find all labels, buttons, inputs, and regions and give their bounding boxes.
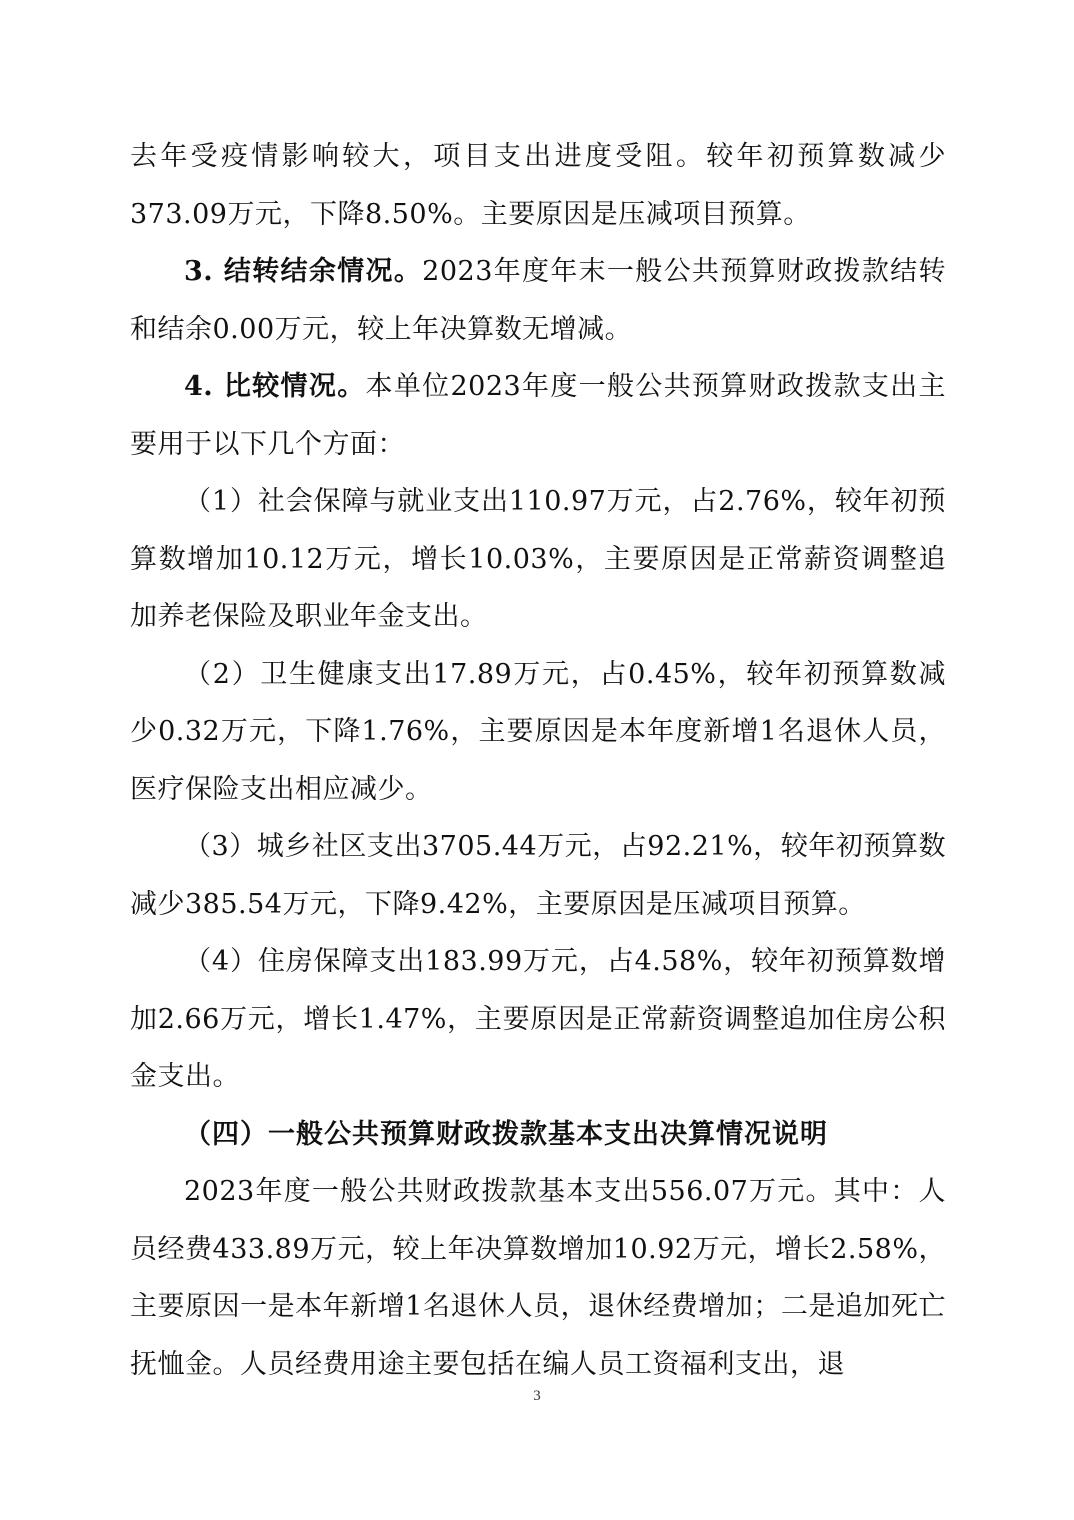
paragraph-basic-expenditure: 2023年度一般公共财政拨款基本支出556.07万元。其中：人员经费433.89万元，较上年决算数增加10.92万元，增长2.58%，主要原因一是本年新增1名退休人员，退休经费增加；二是追加死亡抚恤金。人员经费用途主要包括在编人员工资福利支出，退 bbox=[130, 1176, 946, 1380]
paragraph-text: （4）住房保障支出183.99万元，占4.58%，较年初预算数增加2.66万元，增长1.47%，主要原因是正常薪资调整追加住房公积金支出。 bbox=[130, 946, 946, 1092]
paragraph-text: （1）社会保障与就业支出110.97万元，占2.76%，较年初预算数增加10.12万元，增长10.03%，主要原因是正常薪资调整追加养老保险及职业年金支出。 bbox=[130, 486, 946, 632]
paragraph-item-3 bbox=[130, 818, 946, 933]
paragraph-item-1 bbox=[130, 473, 946, 646]
paragraph-text: （2）卫生健康支出17.89万元，占0.45%，较年初预算数减少0.32万元，下降1.76%，主要原因是本年度新增1名退休人员，医疗保险支出相应减少。 bbox=[130, 658, 946, 805]
document-body bbox=[130, 128, 946, 1393]
paragraph-carryover-balance bbox=[130, 243, 946, 358]
paragraph-item-2 bbox=[130, 646, 946, 819]
paragraph-continuation bbox=[130, 128, 946, 243]
paragraph-item-4 bbox=[130, 933, 946, 1106]
paragraph-text: 2023年度年末一般公共预算财政拨款结转和结余0.00万元，较上年决算数无增减。 bbox=[130, 256, 946, 345]
paragraph-text: （3）城乡社区支出3705.44万元，占92.21%，较年初预算数减少385.54万元，下降9.42%，主要原因是压减项目预算。 bbox=[130, 831, 946, 920]
paragraph-text: 去年受疫情影响较大，项目支出进度受阻。较年初预算数减少373.09万元，下降8.50%。主要原因是压减项目预算。 bbox=[130, 141, 946, 230]
paragraph-lead: 4. 比较情况。 bbox=[184, 371, 366, 402]
paragraph-lead: 3. 结转结余情况。 bbox=[184, 256, 423, 287]
paragraph-comparison bbox=[130, 358, 946, 473]
page-number: 3 bbox=[533, 1388, 541, 1404]
paragraph-text: 本单位2023年度一般公共预算财政拨款支出主要用于以下几个方面： bbox=[130, 371, 946, 460]
section-heading: （四）一般公共预算财政拨款基本支出决算情况说明 bbox=[184, 1118, 828, 1150]
